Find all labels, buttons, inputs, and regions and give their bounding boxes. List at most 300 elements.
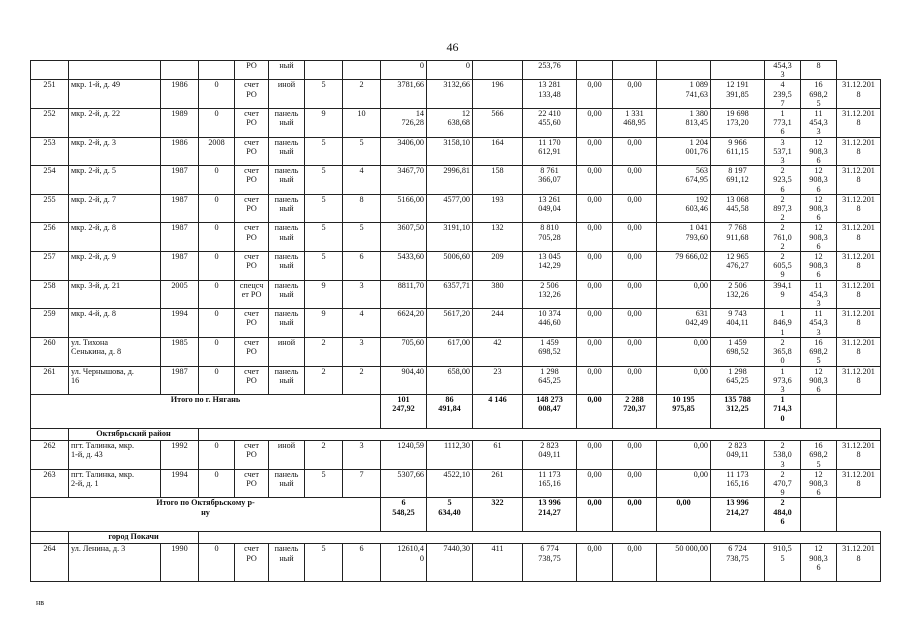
table-row (31, 223, 881, 252)
table-cell: 5 (305, 223, 343, 252)
table-cell: 1240,59 (381, 441, 427, 470)
section-title: Октябрьский район (69, 429, 199, 441)
table-cell: 3406,00 (381, 137, 427, 166)
table-cell: панель ный (269, 469, 305, 498)
table-cell: 1 041 793,60 (657, 223, 711, 252)
table-cell: 31.12.201 8 (837, 194, 881, 223)
table-cell: 11 454,3 3 (801, 280, 837, 309)
table-cell: 1 973,6 3 (765, 366, 801, 395)
table-cell: 0,00 (657, 366, 711, 395)
table-cell: 411 (473, 544, 523, 582)
table-cell: 6 774 738,75 (523, 544, 577, 582)
page-number: 46 (446, 40, 459, 54)
table-cell: 16 698,2 5 (801, 337, 837, 366)
total-row-label: Итого по г. Нягань (31, 395, 381, 429)
table-cell: 0 (199, 544, 235, 582)
table-cell: 256 (31, 223, 69, 252)
table-cell: мкр. 3-й, д. 21 (69, 280, 161, 309)
table-cell: 5 (305, 166, 343, 195)
table-cell: 2 823 049,11 (711, 441, 765, 470)
table-cell: мкр. 2-й, д. 7 (69, 194, 161, 223)
table-cell: 0,00 (657, 441, 711, 470)
table-cell (161, 61, 199, 80)
table-cell: 0,00 (657, 337, 711, 366)
table-cell: счет РО (235, 166, 269, 195)
table-cell: 2 605,5 9 (765, 252, 801, 281)
table-cell: 251 (31, 80, 69, 109)
table-cell: РО (235, 61, 269, 80)
table-cell: 31.12.201 8 (837, 252, 881, 281)
section-row (31, 532, 881, 544)
table-cell: 0,00 (577, 80, 613, 109)
table-cell: 2008 (199, 137, 235, 166)
table-cell: панель ный (269, 166, 305, 195)
table-cell: 0,00 (577, 469, 613, 498)
table-cell: 23 (473, 366, 523, 395)
table-cell: 2 (343, 366, 381, 395)
table-cell: 13 045 142,29 (523, 252, 577, 281)
table-cell: 1 846,9 1 (765, 309, 801, 338)
table-cell: панель ный (269, 223, 305, 252)
table-row (31, 337, 881, 366)
table-cell: 0 (199, 280, 235, 309)
table-cell: 13 068 445,58 (711, 194, 765, 223)
table-cell: панель ный (269, 137, 305, 166)
table-cell: 4 (343, 309, 381, 338)
table-cell: 0,00 (613, 252, 657, 281)
table-cell: 7440,30 (427, 544, 473, 582)
table-cell: 31.12.201 8 (837, 223, 881, 252)
table-cell: 264 (31, 544, 69, 582)
table-cell: 1987 (161, 223, 199, 252)
total-cell (801, 395, 837, 429)
table-cell: 31.12.201 8 (837, 80, 881, 109)
table-cell: 2005 (161, 280, 199, 309)
table-cell: 0,00 (613, 337, 657, 366)
total-cell: 2 288 720,37 (613, 395, 657, 429)
table-row (31, 137, 881, 166)
table-cell: 9 743 404,11 (711, 309, 765, 338)
section-spacer (199, 429, 881, 441)
table-cell: 1987 (161, 166, 199, 195)
table-cell (473, 61, 523, 80)
table-cell: мкр. 4-й, д. 8 (69, 309, 161, 338)
table-cell: 0,00 (577, 544, 613, 582)
table-cell: 31.12.201 8 (837, 469, 881, 498)
table-cell: 253 (31, 137, 69, 166)
table-cell: 255 (31, 194, 69, 223)
table-cell: 0,00 (613, 544, 657, 582)
table-cell: 6 (343, 252, 381, 281)
table-cell (31, 61, 69, 80)
table-cell: 19 698 173,20 (711, 109, 765, 138)
total-cell: 1 714,3 0 (765, 395, 801, 429)
table-cell: пгт. Талинка, мкр. 2-й, д. 1 (69, 469, 161, 498)
table-cell: 0 (199, 166, 235, 195)
total-cell: 5 634,40 (427, 498, 473, 532)
table-row (31, 80, 881, 109)
table-cell: 13 261 049,04 (523, 194, 577, 223)
total-cell: 10 195 975,85 (657, 395, 711, 429)
table-cell: 158 (473, 166, 523, 195)
table-cell: 209 (473, 252, 523, 281)
table-cell: 0,00 (613, 309, 657, 338)
table-cell: 0,00 (577, 441, 613, 470)
table-cell: 12 908,3 6 (801, 137, 837, 166)
table-cell: 12 908,3 6 (801, 223, 837, 252)
table-cell: ный (269, 61, 305, 80)
table-cell: 12 908,3 6 (801, 366, 837, 395)
table-cell: 2 823 049,11 (523, 441, 577, 470)
table-cell: 14 726,28 (381, 109, 427, 138)
table-cell: 2996,81 (427, 166, 473, 195)
table-cell: 11 173 165,16 (711, 469, 765, 498)
table-cell: 5 (305, 252, 343, 281)
table-cell: мкр. 1-й, д. 49 (69, 80, 161, 109)
table-cell: мкр. 2-й, д. 3 (69, 137, 161, 166)
table-cell: ул. Тихона Сенькина, д. 8 (69, 337, 161, 366)
table-row (31, 366, 881, 395)
table-cell: спецсч ет РО (235, 280, 269, 309)
table-cell: счет РО (235, 137, 269, 166)
table-cell: 0,00 (577, 366, 613, 395)
table-cell: 4 239,5 7 (765, 80, 801, 109)
table-cell: 0,00 (657, 469, 711, 498)
table-cell: 16 698,2 5 (801, 80, 837, 109)
table-cell: 12 965 476,27 (711, 252, 765, 281)
table-cell: 8 (801, 61, 837, 80)
table-cell: 9 (305, 280, 343, 309)
table-cell: 0 (199, 366, 235, 395)
table-cell: 0,00 (577, 137, 613, 166)
total-cell: 0,00 (613, 498, 657, 532)
table-cell: 1 380 813,45 (657, 109, 711, 138)
table-cell: 1 459 698,52 (523, 337, 577, 366)
table-cell: 11 170 612,91 (523, 137, 577, 166)
table-cell: 0 (199, 469, 235, 498)
total-cell: 148 273 008,47 (523, 395, 577, 429)
table-cell: 7 768 911,68 (711, 223, 765, 252)
table-cell: 2 (343, 80, 381, 109)
table-cell: 192 603,46 (657, 194, 711, 223)
table-cell: 5006,60 (427, 252, 473, 281)
table-cell: 1989 (161, 109, 199, 138)
table-cell: 1 298 645,25 (711, 366, 765, 395)
table-cell (305, 61, 343, 80)
table-cell: 904,40 (381, 366, 427, 395)
total-cell: 2 484,0 6 (765, 498, 801, 532)
table-cell (343, 61, 381, 80)
table-cell: 3 (343, 280, 381, 309)
total-cell (801, 498, 837, 532)
table-cell: 394,1 9 (765, 280, 801, 309)
table-cell: панель ный (269, 544, 305, 582)
table-cell: 0,00 (577, 309, 613, 338)
table-cell: счет РО (235, 441, 269, 470)
table-cell: 31.12.201 8 (837, 441, 881, 470)
table-cell: 1987 (161, 366, 199, 395)
table-cell: 196 (473, 80, 523, 109)
table-cell: панель ный (269, 366, 305, 395)
table-cell: 3158,10 (427, 137, 473, 166)
total-row-label: Итого по Октябрьскому р- ну (31, 498, 381, 532)
table-cell: счет РО (235, 309, 269, 338)
table-cell: 2 (305, 337, 343, 366)
table-cell: 0,00 (613, 366, 657, 395)
table-cell: 254 (31, 166, 69, 195)
table-row (31, 309, 881, 338)
table-cell (657, 61, 711, 80)
table-cell: 9 966 611,15 (711, 137, 765, 166)
table-cell: 2 506 132,26 (711, 280, 765, 309)
table-cell: 8 (343, 194, 381, 223)
table-cell: 2 538,0 3 (765, 441, 801, 470)
table-cell: 1992 (161, 441, 199, 470)
total-cell: 0,00 (577, 395, 613, 429)
total-cell: 4 146 (473, 395, 523, 429)
table-cell: 253,76 (523, 61, 577, 80)
table-cell: 12610,4 0 (381, 544, 427, 582)
table-cell: 8 197 691,12 (711, 166, 765, 195)
table-cell: ул. Чернышова, д. 16 (69, 366, 161, 395)
table-cell: 12 908,3 6 (801, 469, 837, 498)
table-cell: 2 (305, 366, 343, 395)
table-cell: 705,60 (381, 337, 427, 366)
total-cell: 135 788 312,25 (711, 395, 765, 429)
table-cell: 9 (305, 109, 343, 138)
table-cell: 1 773,1 6 (765, 109, 801, 138)
table-row (31, 441, 881, 470)
table-cell: 31.12.201 8 (837, 309, 881, 338)
table-row (31, 252, 881, 281)
table-cell: 6357,71 (427, 280, 473, 309)
table-cell: 244 (473, 309, 523, 338)
table-cell: 3607,50 (381, 223, 427, 252)
table-cell: 42 (473, 337, 523, 366)
total-cell: 86 491,84 (427, 395, 473, 429)
table-cell (711, 61, 765, 80)
table-cell: 1986 (161, 80, 199, 109)
table-cell: 0,00 (613, 223, 657, 252)
table-cell: 262 (31, 441, 69, 470)
table-cell: ул. Ленина, д. 3 (69, 544, 161, 582)
table-cell: 31.12.201 8 (837, 166, 881, 195)
table-cell: 260 (31, 337, 69, 366)
table-cell (69, 61, 161, 80)
table-cell: 12 908,3 6 (801, 544, 837, 582)
table-cell: 5307,66 (381, 469, 427, 498)
table-cell: 0,00 (657, 280, 711, 309)
table-cell: 1994 (161, 469, 199, 498)
table-cell: 12 191 391,85 (711, 80, 765, 109)
table-cell: 31.12.201 8 (837, 280, 881, 309)
table-cell: 3191,10 (427, 223, 473, 252)
table-cell: 0 (199, 194, 235, 223)
table-cell: 12 908,3 6 (801, 252, 837, 281)
table-cell: 5166,00 (381, 194, 427, 223)
table-cell: 4522,10 (427, 469, 473, 498)
table-cell: 3 537,1 3 (765, 137, 801, 166)
table-cell: иной (269, 441, 305, 470)
table-cell: 5 (305, 137, 343, 166)
table-cell: 22 410 455,60 (523, 109, 577, 138)
table-cell: 6 (343, 544, 381, 582)
table-cell: 12 908,3 6 (801, 166, 837, 195)
table-cell: 617,00 (427, 337, 473, 366)
table-cell (199, 61, 235, 80)
table-row (31, 194, 881, 223)
table-cell: 11 173 165,16 (523, 469, 577, 498)
table-cell: счет РО (235, 80, 269, 109)
table-cell: 0 (199, 252, 235, 281)
total-cell: 101 247,92 (381, 395, 427, 429)
table-cell: мкр. 2-й, д. 5 (69, 166, 161, 195)
table-cell: 2 470,7 9 (765, 469, 801, 498)
table-cell: 3467,70 (381, 166, 427, 195)
table-cell: 0 (199, 80, 235, 109)
table-cell: 5 (343, 223, 381, 252)
table-cell: 0,00 (613, 469, 657, 498)
table-cell: 0 (199, 309, 235, 338)
table-cell: мкр. 2-й, д. 8 (69, 223, 161, 252)
table-cell: счет РО (235, 109, 269, 138)
table-cell: 3 (343, 441, 381, 470)
table-cell: панель ный (269, 280, 305, 309)
table-cell: 31.12.201 8 (837, 109, 881, 138)
table-cell: 257 (31, 252, 69, 281)
table-cell: 11 454,3 3 (801, 109, 837, 138)
table-cell: счет РО (235, 544, 269, 582)
table-cell: 0 (199, 337, 235, 366)
table-cell: пгт. Талинка, мкр. 1-й, д. 43 (69, 441, 161, 470)
table-cell: 1985 (161, 337, 199, 366)
total-cell: 13 996 214,27 (711, 498, 765, 532)
footer-mark: нв (36, 598, 45, 607)
table-cell: 61 (473, 441, 523, 470)
table-cell: 0,00 (577, 223, 613, 252)
table-cell: 31.12.201 8 (837, 137, 881, 166)
table-cell: 0,00 (613, 166, 657, 195)
table-cell: 16 698,2 5 (801, 441, 837, 470)
section-row (31, 429, 881, 441)
table-cell: счет РО (235, 469, 269, 498)
table-cell: 0,00 (613, 194, 657, 223)
table-cell: 5433,60 (381, 252, 427, 281)
section-spacer (31, 429, 69, 441)
table-cell: 11 454,3 3 (801, 309, 837, 338)
table-cell: 2 897,3 2 (765, 194, 801, 223)
table-cell: 566 (473, 109, 523, 138)
table-cell: 164 (473, 137, 523, 166)
table-cell: 380 (473, 280, 523, 309)
table-row (31, 544, 881, 582)
table-cell: 4577,00 (427, 194, 473, 223)
table-cell: 8811,70 (381, 280, 427, 309)
total-cell: 322 (473, 498, 523, 532)
table-cell: 258 (31, 280, 69, 309)
table-cell: панель ный (269, 194, 305, 223)
total-row (31, 395, 881, 429)
table-cell: 259 (31, 309, 69, 338)
table-cell: 132 (473, 223, 523, 252)
table-cell: 261 (31, 366, 69, 395)
table-cell: 2 (305, 441, 343, 470)
table-row (31, 166, 881, 195)
table-cell: 31.12.201 8 (837, 337, 881, 366)
table-cell: 0 (199, 109, 235, 138)
table-cell: 1986 (161, 137, 199, 166)
table-cell: 0,00 (613, 441, 657, 470)
table-cell: счет РО (235, 223, 269, 252)
table-cell: 5617,20 (427, 309, 473, 338)
table-cell: панель ный (269, 252, 305, 281)
table-cell: 13 281 133,48 (523, 80, 577, 109)
table-cell: 3132,66 (427, 80, 473, 109)
table-row (31, 109, 881, 138)
total-row (31, 498, 881, 532)
table-cell: 1112,30 (427, 441, 473, 470)
section-spacer (199, 532, 881, 544)
table-cell: счет РО (235, 366, 269, 395)
table-cell: мкр. 2-й, д. 9 (69, 252, 161, 281)
table-cell (613, 61, 657, 80)
table-cell: 0,00 (577, 252, 613, 281)
section-spacer (31, 532, 69, 544)
table-cell: 5 (305, 544, 343, 582)
table-cell: 252 (31, 109, 69, 138)
table-cell: счет РО (235, 252, 269, 281)
table-cell: 261 (473, 469, 523, 498)
total-cell: 0,00 (577, 498, 613, 532)
section-title: город Покачи (69, 532, 199, 544)
table-cell: 31.12.201 8 (837, 366, 881, 395)
table-cell: 1990 (161, 544, 199, 582)
table-cell: 563 674,95 (657, 166, 711, 195)
table-cell: иной (269, 80, 305, 109)
table-cell: 0,00 (577, 194, 613, 223)
table-cell: 2 923,5 6 (765, 166, 801, 195)
table-cell: 6624,20 (381, 309, 427, 338)
table-cell: 50 000,00 (657, 544, 711, 582)
table-cell: 1987 (161, 194, 199, 223)
table-cell: 5 (305, 194, 343, 223)
table-row (31, 469, 881, 498)
table-cell: 10 (343, 109, 381, 138)
table-cell: 8 810 705,28 (523, 223, 577, 252)
table-cell: 0 (199, 441, 235, 470)
table-cell: счет РО (235, 337, 269, 366)
table-cell: 2 761,0 2 (765, 223, 801, 252)
table-cell: 12 638,68 (427, 109, 473, 138)
table-cell: 0 (427, 61, 473, 80)
table-cell: 0,00 (613, 80, 657, 109)
table-cell: 1 204 001,76 (657, 137, 711, 166)
table-cell: 1 459 698,52 (711, 337, 765, 366)
table-cell: 2 365,8 0 (765, 337, 801, 366)
table-cell: 910,5 5 (765, 544, 801, 582)
table-cell: 0,00 (613, 137, 657, 166)
table-cell: 8 761 366,07 (523, 166, 577, 195)
table-cell: 0,00 (577, 109, 613, 138)
table-cell: 0 (199, 223, 235, 252)
table-cell: 5 (305, 80, 343, 109)
table-cell: 454,3 3 (765, 61, 801, 80)
table-row (31, 280, 881, 309)
table-cell: счет РО (235, 194, 269, 223)
table-cell: 0,00 (613, 280, 657, 309)
table-cell: 10 374 446,60 (523, 309, 577, 338)
table-cell: панель ный (269, 109, 305, 138)
